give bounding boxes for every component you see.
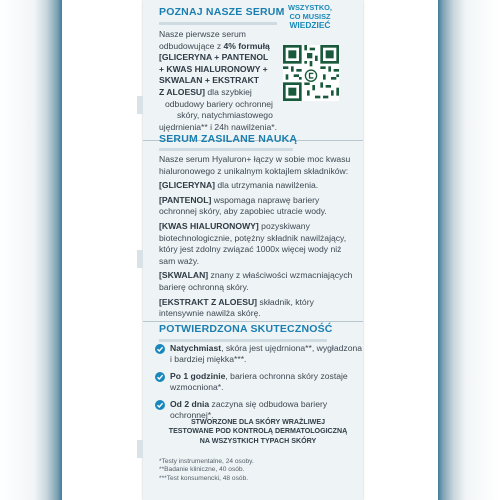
ingredient-desc: składnik, który intensywnie nawilża skórę.	[159, 296, 314, 319]
ingredient-item	[159, 180, 359, 192]
serum-line	[159, 87, 284, 99]
check-icon	[155, 344, 165, 354]
ingredient-item	[159, 221, 359, 267]
footnotes	[159, 458, 359, 483]
note-line: STWORZONE DLA SKÓRY WRAŻLIWEJ	[190, 418, 326, 426]
ingredient-item	[159, 195, 359, 218]
section-divider	[143, 321, 363, 322]
science-intro: Nasze serum Hyaluron+ łączy w sobie moc kwasu hialuronowego z unikalnym koktajlem składników:	[159, 154, 351, 176]
section-title-science: SERUM ZASILANE NAUKĄ	[159, 133, 298, 145]
science-description	[159, 154, 359, 323]
check-icon	[155, 372, 165, 382]
ingredient-desc: dla utrzymania nawilżenia.	[215, 180, 319, 191]
ingredient-name: [KWAS HIALURONOWY]	[159, 220, 259, 231]
package-edge-left	[0, 0, 62, 500]
efficacy-highlight: Po 1 godzinie	[170, 370, 226, 381]
serum-line-text: dla szybkiej	[205, 86, 252, 97]
serum-line-text: odbudowujące z	[159, 40, 224, 51]
ingredient-highlight: Z ALOESU]	[159, 86, 205, 97]
serum-line	[159, 41, 284, 53]
note-line: TESTOWANE POD KONTROLĄ DERMATOLOGICZNĄ	[168, 427, 348, 436]
section-title-serum: POZNAJ NASZE SERUM	[159, 6, 285, 18]
badge-line: WIEDZIEĆ	[289, 20, 331, 31]
ingredient-desc: pozyskiwany biotechnologicznie, potężny składnik nawilżający, który jest zdolny związać 1000x więcej wody niż sam waży.	[159, 220, 347, 266]
section-title-efficacy: POTWIERDZONA SKUTECZNOŚĆ	[159, 323, 333, 335]
footnote: **Badanie kliniczne, 40 osób.	[159, 466, 245, 474]
efficacy-text: , bariera ochronna skóry zostaje wzmocniona*.	[170, 370, 348, 393]
ingredient-highlight: SKWALAN + EKSTRAKT	[159, 75, 260, 86]
package-edge-right	[438, 0, 500, 500]
efficacy-item	[155, 343, 365, 366]
title-underline	[159, 339, 327, 342]
footnote: ***Test konsumencki, 48 osób.	[159, 474, 249, 482]
title-underline	[159, 22, 277, 25]
title-underline	[159, 148, 293, 151]
efficacy-highlight: Natychmiast	[170, 343, 222, 353]
qr-badge-label	[280, 4, 340, 30]
formula-highlight: 4% formułą	[223, 40, 270, 51]
ingredient-highlight: + KWAS HIALURONOWY +	[159, 63, 268, 74]
serum-line	[159, 75, 284, 87]
ingredient-item	[159, 270, 359, 293]
efficacy-text: zaczyna się odbudowa bariery ochronnej*.	[170, 398, 328, 421]
efficacy-item	[155, 371, 365, 394]
ingredient-name: [EKSTRAKT Z ALOESU]	[159, 296, 258, 307]
serum-line: odbudowy bariery ochronnej	[165, 98, 273, 109]
panel-tab	[137, 250, 143, 268]
serum-description	[159, 29, 284, 133]
ingredient-name: [SKWALAN]	[159, 270, 209, 281]
serum-line: ujędrnienia** i 24h nawilżenia*.	[159, 121, 278, 132]
panel-tab	[137, 440, 143, 458]
ingredient-desc: znany z właściwości wzmacniających barierę ochronną skóry.	[159, 270, 353, 292]
efficacy-list	[155, 343, 365, 426]
efficacy-highlight: Od 2 dnia	[170, 398, 210, 409]
serum-line	[159, 52, 284, 64]
footnote: *Testy instrumentalne, 24 osoby.	[159, 458, 254, 465]
dermatology-note	[151, 418, 365, 446]
serum-line: skóry, natychmiastowego	[177, 110, 273, 121]
badge-line: CO MUSISZ	[289, 11, 331, 21]
qr-code-icon[interactable]	[283, 45, 339, 106]
ingredient-name: [PANTENOL]	[159, 194, 212, 205]
ingredient-item	[159, 297, 359, 320]
efficacy-text: , skóra jest ujędrniona**, wygładzona i bardziej miękka***.	[170, 343, 363, 365]
ingredient-name: [GLICERYNA]	[159, 180, 216, 191]
badge-line: WSZYSTKO,	[288, 3, 332, 12]
serum-line: Nasze pierwsze serum	[159, 29, 246, 39]
serum-line	[159, 64, 284, 76]
note-line: NA WSZYSTKICH TYPACH SKÓRY	[199, 436, 317, 445]
panel-tab	[137, 96, 143, 114]
ingredient-desc: wspomaga naprawę bariery ochronnej skóry, aby zapobiec utracie wody.	[159, 194, 327, 217]
ingredient-highlight: [GLICERYNA + PANTENOL	[159, 52, 269, 63]
check-icon	[155, 400, 165, 410]
